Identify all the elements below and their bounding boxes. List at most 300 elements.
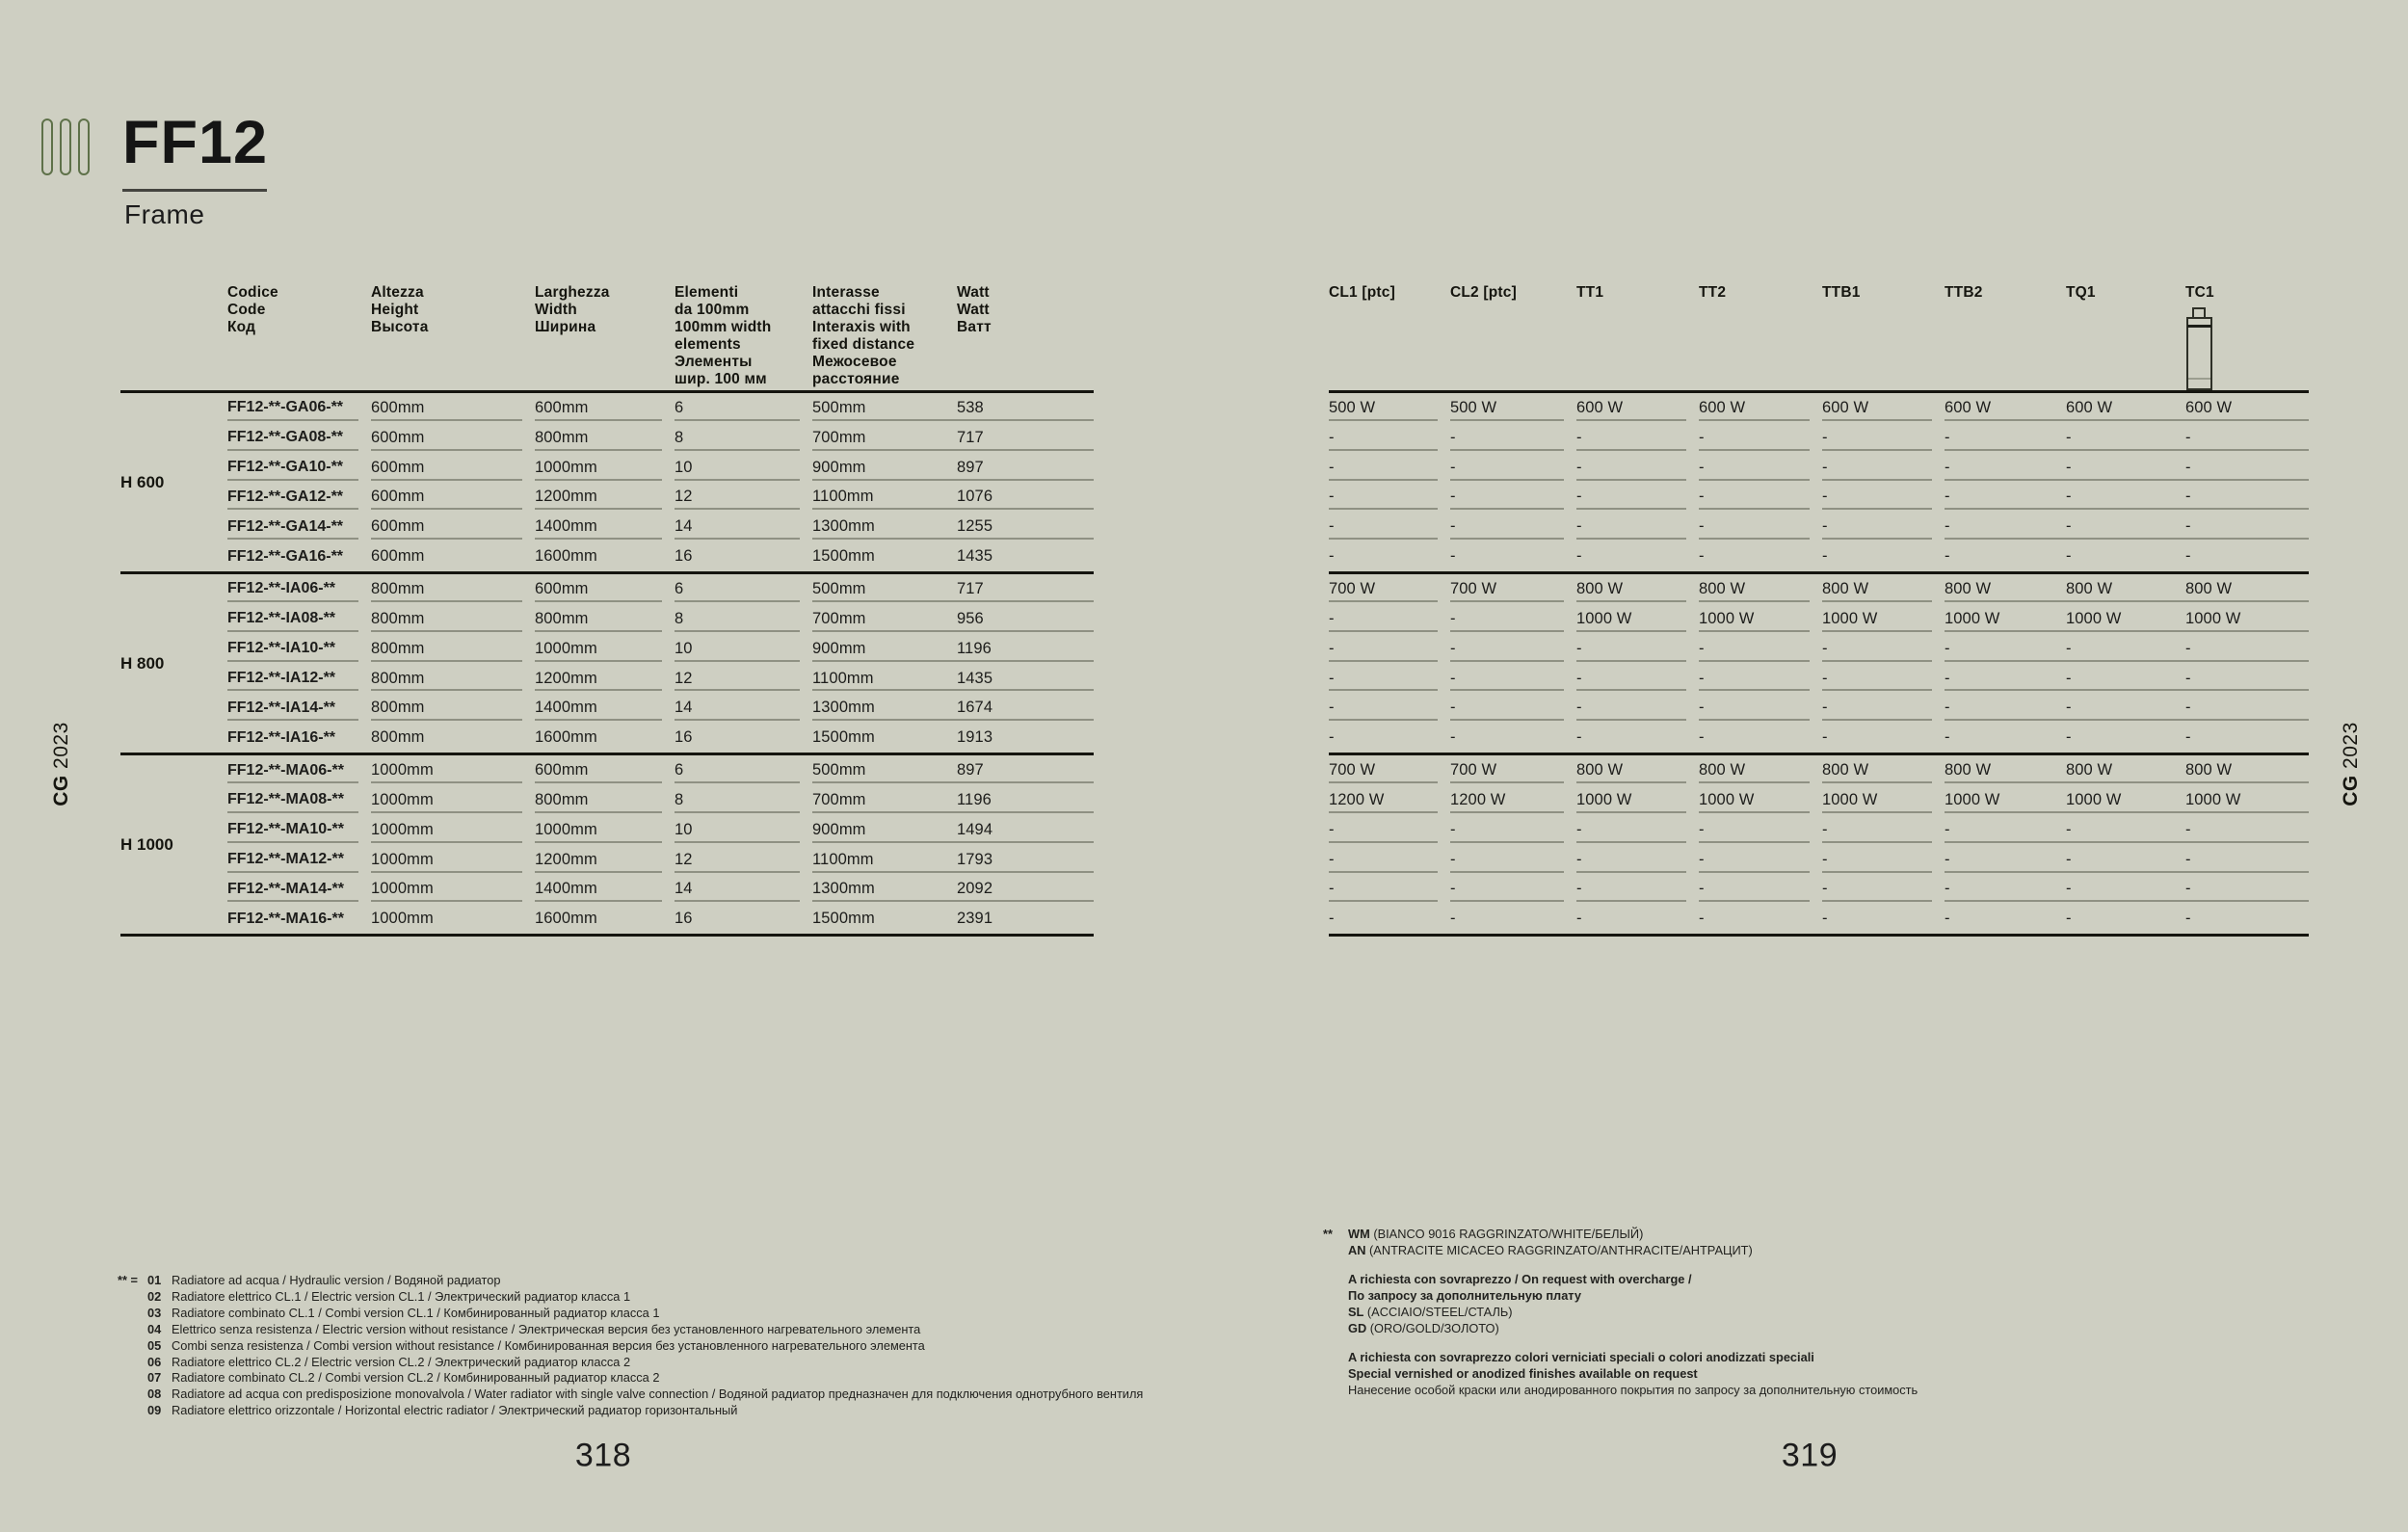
watt-value: 1076 <box>957 483 1094 513</box>
watt-cell: - <box>1576 693 1699 723</box>
watt-cell: 1000 W <box>1576 604 1699 634</box>
elements-value: 10 <box>675 815 812 845</box>
watt-cell: 1000 W <box>2066 785 2185 815</box>
footnote-text: Radiatore combinato CL.2 / Combi version CL.2 / Комбинированный радиатор класса 2 <box>172 1370 660 1386</box>
product-code: FF12-**-IA16-** <box>227 728 336 746</box>
watt-cell: - <box>1329 604 1450 634</box>
watt-cell: - <box>1822 693 1945 723</box>
interaxis-value: 500mm <box>812 574 957 604</box>
watt-cell: - <box>1699 664 1822 694</box>
footnote-text: Radiatore ad acqua / Hydraulic version / Водяной радиатор <box>172 1273 501 1287</box>
product-code: FF12-**-IA08-** <box>227 604 371 634</box>
height-value: 600mm <box>371 547 425 566</box>
footnote-item <box>118 1355 1143 1371</box>
footnote-item <box>118 1387 1143 1403</box>
product-code: FF12-**-GA14-** <box>227 512 371 541</box>
watt-row <box>1329 453 2309 483</box>
watt-cell: - <box>2185 845 2309 875</box>
color-desc: (ANTRACITE MICACEO RAGGRINZATO/ANTHRACITE/АНТРАЦИТ) <box>1369 1243 1753 1257</box>
special-text-en: Special vernished or anodized finishes available on request <box>1348 1366 1698 1381</box>
watt-cell: 500 W <box>1450 393 1576 423</box>
product-code: FF12-**-IA12-** <box>227 664 371 694</box>
watt-row <box>1329 875 2309 905</box>
watt-cell: - <box>1822 845 1945 875</box>
tc1-heating-element-icon <box>2186 317 2212 390</box>
watt-cell: - <box>2185 815 2309 845</box>
interaxis-value: 500mm <box>812 393 957 423</box>
header-watt: Watt Watt Ватт <box>957 284 992 335</box>
watt-cell: 700 W <box>1329 574 1450 604</box>
watt-cell: - <box>1945 845 2066 875</box>
watt-cell: - <box>1450 423 1576 453</box>
watt-cell: 1200 W <box>1450 785 1576 815</box>
footnote-left <box>118 1273 1143 1419</box>
watt-cell: - <box>1822 728 1828 747</box>
height-value: 800mm <box>371 604 535 634</box>
interaxis-value: 700mm <box>812 423 957 453</box>
watt-cell: - <box>1945 910 1950 928</box>
watt-cell: - <box>1450 512 1576 541</box>
footnote-text: Radiatore elettrico orizzontale / Horizontal electric radiator / Электрический радиатор горизонтальный <box>172 1403 738 1418</box>
watt-value: 1435 <box>957 547 993 566</box>
watt-cell: 800 W <box>1699 574 1822 604</box>
footnote-text: Elettrico senza resistenza / Electric version without resistance / Электрическая версия без установленного нагревательного элемента <box>172 1321 921 1336</box>
watt-cell: 1000 W <box>1576 785 1699 815</box>
spec-row <box>227 393 1094 423</box>
spec-table-header <box>227 284 1094 390</box>
watt-cell: 1000 W <box>1822 785 1945 815</box>
watt-cell: 800 W <box>1576 574 1699 604</box>
spec-row <box>227 664 1094 694</box>
elements-value: 12 <box>675 483 812 513</box>
interaxis-value: 700mm <box>812 604 957 634</box>
interaxis-value: 900mm <box>812 634 957 664</box>
watt-value: 2391 <box>957 910 993 928</box>
watt-cell: - <box>1450 845 1576 875</box>
height-group-1000 <box>120 753 1094 937</box>
width-value: 600mm <box>535 574 675 604</box>
footnote-num: 08 <box>147 1387 162 1402</box>
elements-value: 16 <box>675 547 693 566</box>
watt-cell: - <box>1822 634 1945 664</box>
spec-row <box>227 604 1094 634</box>
height-value: 1000mm <box>371 845 535 875</box>
watt-cell: - <box>1822 875 1945 905</box>
watt-cell: - <box>2185 453 2309 483</box>
edition-label-right <box>2340 722 2363 806</box>
watt-value: 717 <box>957 574 1094 604</box>
interaxis-value: 1100mm <box>812 845 957 875</box>
watt-cell: - <box>1329 423 1450 453</box>
spec-row <box>227 574 1094 604</box>
watt-cell: - <box>1699 634 1822 664</box>
watt-cell: 1000 W <box>2185 785 2309 815</box>
watt-value: 1674 <box>957 693 1094 723</box>
watt-value: 1196 <box>957 634 1094 664</box>
watt-cell: 800 W <box>1822 755 1945 785</box>
watt-group-1000 <box>1329 753 2309 937</box>
watt-cell: - <box>1945 547 1950 566</box>
watt-cell: - <box>2185 634 2309 664</box>
elements-value: 14 <box>675 693 812 723</box>
interaxis-value: 1500mm <box>812 547 875 566</box>
watt-value: 1913 <box>957 728 993 747</box>
interaxis-value: 500mm <box>812 755 957 785</box>
watt-cell: - <box>1329 728 1335 747</box>
watt-cell: 700 W <box>1329 755 1450 785</box>
footnote-num: 03 <box>147 1305 162 1320</box>
watt-cell: - <box>1450 910 1456 928</box>
watt-cell: - <box>2066 845 2185 875</box>
watt-cell: - <box>1329 453 1450 483</box>
watt-cell: 800 W <box>1945 755 2066 785</box>
color-code-line <box>1323 1304 1918 1320</box>
watt-cell: - <box>1945 423 2066 453</box>
spec-row <box>227 845 1094 875</box>
height-group-800 <box>120 571 1094 753</box>
watt-cell: 1000 W <box>1699 604 1822 634</box>
watt-row <box>1329 604 2309 634</box>
watt-cell: - <box>1576 664 1699 694</box>
product-code: FF12-**-GA10-** <box>227 453 371 483</box>
watt-cell: 800 W <box>1945 574 2066 604</box>
interaxis-value: 1100mm <box>812 483 957 513</box>
footnote-num: 01 <box>147 1273 162 1287</box>
watt-cell: - <box>1699 728 1705 747</box>
watt-row <box>1329 541 2309 571</box>
watt-row <box>1329 785 2309 815</box>
watt-cell: 600 W <box>2185 393 2309 423</box>
edition-bold: CG <box>2340 775 2362 806</box>
footnote-text: Radiatore ad acqua con predisposizione monovalvola / Water radiator with single valve connection / Водяной радиатор предназначен для подключения однотрубного вентиля <box>172 1387 1144 1402</box>
header-cl1: CL1 [ptc] <box>1329 284 1395 301</box>
watt-cell: - <box>1450 693 1576 723</box>
watt-cell: 600 W <box>1699 393 1822 423</box>
watt-cell: - <box>1699 547 1705 566</box>
footnote-item <box>118 1322 1143 1338</box>
watt-cell: - <box>1576 512 1699 541</box>
special-text-ru: Нанесение особой краски или анодированного покрытия по запросу за дополнительную стоимость <box>1348 1383 1918 1397</box>
color-desc: (ACCIAIO/STEEL/СТАЛЬ) <box>1366 1305 1513 1319</box>
watt-cell: - <box>1329 547 1335 566</box>
watt-cell: 1000 W <box>1822 604 1945 634</box>
watt-cell: - <box>1450 875 1576 905</box>
footnote-item <box>118 1403 1143 1419</box>
surcharge-text: A richiesta con sovraprezzo / On request with overcharge / <box>1348 1272 1692 1286</box>
width-value: 1200mm <box>535 483 675 513</box>
height-value: 600mm <box>371 393 535 423</box>
watt-cell: - <box>1699 453 1822 483</box>
watt-cell: - <box>2066 910 2072 928</box>
header-height: Altezza Height Высота <box>371 284 429 335</box>
watt-cell: - <box>2185 483 2309 513</box>
watt-cell: - <box>1450 604 1576 634</box>
watt-cell: - <box>1945 693 2066 723</box>
color-code: AN <box>1348 1243 1366 1257</box>
footnote-item <box>118 1306 1143 1322</box>
spec-table <box>120 284 1094 937</box>
color-desc: (BIANCO 9016 RAGGRINZATO/WHITE/БЕЛЫЙ) <box>1373 1227 1644 1241</box>
header-cl2: CL2 [ptc] <box>1450 284 1517 301</box>
watt-value: 717 <box>957 423 1094 453</box>
width-value: 800mm <box>535 423 675 453</box>
spec-row <box>227 785 1094 815</box>
product-code: FF12-**-GA08-** <box>227 423 371 453</box>
watt-cell: - <box>1329 483 1450 513</box>
watt-cell: - <box>1329 664 1450 694</box>
elements-value: 16 <box>675 728 693 747</box>
interaxis-value: 1100mm <box>812 664 957 694</box>
height-value: 800mm <box>371 728 425 747</box>
watt-cell: - <box>2185 875 2309 905</box>
height-value: 600mm <box>371 453 535 483</box>
height-value: 1000mm <box>371 875 535 905</box>
watt-cell: - <box>1699 423 1822 453</box>
watt-cell: 800 W <box>1576 755 1699 785</box>
watt-cell: - <box>1699 875 1822 905</box>
watt-cell: - <box>1822 512 1945 541</box>
elements-value: 10 <box>675 453 812 483</box>
color-code-line <box>1323 1226 1918 1242</box>
watt-cell: - <box>1945 875 2066 905</box>
product-code: FF12-**-IA14-** <box>227 693 371 723</box>
watt-cell: 600 W <box>1576 393 1699 423</box>
width-value: 600mm <box>535 393 675 423</box>
spec-row <box>227 512 1094 541</box>
edition-year: 2023 <box>50 722 72 769</box>
watt-cell: - <box>1576 483 1699 513</box>
watt-cell: - <box>1450 634 1576 664</box>
watt-cell: - <box>1329 875 1450 905</box>
watt-cell: 700 W <box>1450 755 1576 785</box>
watt-value: 538 <box>957 393 1094 423</box>
watt-cell: - <box>1450 453 1576 483</box>
title-underline <box>122 189 267 192</box>
height-value: 1000mm <box>371 785 535 815</box>
height-value: 800mm <box>371 634 535 664</box>
watt-group-800 <box>1329 571 2309 753</box>
watt-cell: - <box>1329 910 1335 928</box>
watt-row <box>1329 634 2309 664</box>
width-value: 1000mm <box>535 815 675 845</box>
watt-cell: 600 W <box>1822 393 1945 423</box>
watt-cell: - <box>1822 815 1945 845</box>
watt-value: 1494 <box>957 815 1094 845</box>
watt-cell: 800 W <box>2185 574 2309 604</box>
product-code: FF12-**-IA06-** <box>227 574 371 604</box>
spec-row <box>227 693 1094 723</box>
header-ttb1: TTB1 <box>1822 284 1861 301</box>
footnote-right <box>1323 1226 1918 1398</box>
spec-row <box>227 875 1094 905</box>
height-value: 600mm <box>371 423 535 453</box>
watt-cell: 800 W <box>1822 574 1945 604</box>
watt-value: 1255 <box>957 512 1094 541</box>
footnote-item <box>118 1370 1143 1387</box>
watt-cell: - <box>2185 693 2309 723</box>
watt-cell: - <box>1699 512 1822 541</box>
watt-cell: - <box>2185 910 2191 928</box>
width-value: 1600mm <box>535 910 597 928</box>
footnote-item <box>118 1273 1143 1289</box>
watt-cell: 500 W <box>1329 393 1450 423</box>
width-value: 1400mm <box>535 693 675 723</box>
watt-row <box>1329 693 2309 723</box>
edition-label-left <box>50 722 73 806</box>
watt-cell: - <box>1699 815 1822 845</box>
special-finish-line <box>1323 1349 1918 1365</box>
width-value: 1200mm <box>535 845 675 875</box>
spec-row <box>227 904 1094 934</box>
elements-value: 6 <box>675 393 812 423</box>
edition-year: 2023 <box>2340 722 2362 769</box>
header-ttb2: TTB2 <box>1945 284 1983 301</box>
interaxis-value: 700mm <box>812 785 957 815</box>
elements-value: 10 <box>675 634 812 664</box>
width-value: 1000mm <box>535 453 675 483</box>
watt-row <box>1329 483 2309 513</box>
watt-cell: - <box>2066 664 2185 694</box>
watt-cell: - <box>1699 845 1822 875</box>
watt-cell: - <box>1576 815 1699 845</box>
special-finish-line <box>1323 1365 1918 1382</box>
height-group-label: H 600 <box>120 472 165 491</box>
watt-value: 897 <box>957 755 1094 785</box>
height-value: 600mm <box>371 512 535 541</box>
radiator-logo-icon <box>41 119 90 175</box>
watt-cell: - <box>1450 815 1576 845</box>
watt-cell: - <box>1576 634 1699 664</box>
watt-cell: 600 W <box>1945 393 2066 423</box>
watt-cell: 800 W <box>2185 755 2309 785</box>
watt-cell: 700 W <box>1450 574 1576 604</box>
watt-options-table <box>1329 284 2309 937</box>
surcharge-line <box>1323 1287 1918 1304</box>
color-code: SL <box>1348 1305 1364 1319</box>
watt-row <box>1329 815 2309 845</box>
watt-cell: - <box>1329 815 1450 845</box>
footnote-num: 04 <box>147 1321 162 1336</box>
header-code: Codice Code Код <box>227 284 278 335</box>
header-tc1-label: TC1 <box>2185 284 2214 301</box>
footnote-text: Radiatore elettrico CL.1 / Electric version CL.1 / Электрический радиатор класса 1 <box>172 1288 631 1304</box>
width-value: 1400mm <box>535 875 675 905</box>
watt-cell: - <box>2066 423 2185 453</box>
width-value: 1600mm <box>535 728 597 747</box>
watt-row <box>1329 755 2309 785</box>
height-value: 1000mm <box>371 910 434 928</box>
footnote-item <box>118 1289 1143 1306</box>
watt-row <box>1329 664 2309 694</box>
footnote-num: 02 <box>147 1288 162 1304</box>
watt-cell: - <box>1576 875 1699 905</box>
product-code: FF12-**-MA16-** <box>227 910 344 927</box>
header-tq1: TQ1 <box>2066 284 2096 301</box>
watt-cell: - <box>1329 693 1450 723</box>
width-value: 1200mm <box>535 664 675 694</box>
footnote-item <box>118 1338 1143 1355</box>
interaxis-value: 1500mm <box>812 910 875 928</box>
page-title: FF12 <box>122 109 269 176</box>
watt-cell: - <box>2185 423 2309 453</box>
interaxis-value: 1500mm <box>812 728 875 747</box>
watt-cell: - <box>1945 483 2066 513</box>
width-value: 1600mm <box>535 547 597 566</box>
watt-cell: - <box>2066 815 2185 845</box>
color-desc: (ORO/GOLD/ЗОЛОТО) <box>1369 1321 1499 1335</box>
height-value: 1000mm <box>371 755 535 785</box>
watt-cell: - <box>1822 483 1945 513</box>
watt-cell: - <box>1699 693 1822 723</box>
watt-row <box>1329 904 2309 934</box>
watt-cell: - <box>1576 728 1582 747</box>
watt-cell: 1000 W <box>1945 604 2066 634</box>
edition-bold: CG <box>50 775 72 806</box>
product-code: FF12-**-MA06-** <box>227 755 371 785</box>
page-subtitle: Frame <box>124 199 205 229</box>
page-number-left: 318 <box>574 1437 632 1474</box>
product-code: FF12-**-MA08-** <box>227 785 371 815</box>
watt-cell: - <box>2185 512 2309 541</box>
watt-table-header <box>1329 284 2309 390</box>
header-tc1 <box>2185 284 2309 390</box>
watt-cell: - <box>1822 547 1828 566</box>
product-code: FF12-**-MA12-** <box>227 845 371 875</box>
footnote-num: 07 <box>147 1370 162 1386</box>
footnote-text: Radiatore combinato CL.1 / Combi version CL.1 / Комбинированный радиатор класса 1 <box>172 1305 660 1320</box>
watt-cell: - <box>2066 483 2185 513</box>
elements-value: 8 <box>675 423 812 453</box>
watt-value: 897 <box>957 453 1094 483</box>
elements-value: 14 <box>675 875 812 905</box>
product-code: FF12-**-GA06-** <box>227 393 371 423</box>
header-width: Larghezza Width Ширина <box>535 284 610 335</box>
footnote-prefix: ** = <box>118 1273 138 1287</box>
watt-row <box>1329 423 2309 453</box>
watt-cell: 800 W <box>2066 574 2185 604</box>
elements-value: 12 <box>675 845 812 875</box>
spec-row <box>227 453 1094 483</box>
elements-value: 6 <box>675 574 812 604</box>
interaxis-value: 900mm <box>812 453 957 483</box>
watt-cell: - <box>1576 845 1699 875</box>
watt-group-600 <box>1329 390 2309 571</box>
elements-value: 14 <box>675 512 812 541</box>
width-value: 1400mm <box>535 512 675 541</box>
spec-row <box>227 634 1094 664</box>
watt-cell: - <box>2185 547 2191 566</box>
color-code: GD <box>1348 1321 1367 1335</box>
watt-cell: - <box>2066 453 2185 483</box>
special-finish-line <box>1323 1382 1918 1398</box>
watt-cell: - <box>1450 483 1576 513</box>
watt-cell: 1200 W <box>1329 785 1450 815</box>
product-code: FF12-**-GA12-** <box>227 483 371 513</box>
interaxis-value: 1300mm <box>812 512 957 541</box>
surcharge-text-ru: По запросу за дополнительную плату <box>1348 1288 1582 1303</box>
watt-cell: - <box>1822 453 1945 483</box>
spec-row <box>227 755 1094 785</box>
watt-row <box>1329 512 2309 541</box>
footnote-num: 05 <box>147 1337 162 1353</box>
height-group-label: H 1000 <box>120 834 173 854</box>
height-value: 800mm <box>371 693 535 723</box>
product-code: FF12-**-MA10-** <box>227 815 371 845</box>
watt-cell: - <box>1699 483 1822 513</box>
header-elements: Elementi da 100mm 100mm width elements Элементы шир. 100 мм <box>675 284 772 387</box>
header-interaxis: Interasse attacchi fissi Interaxis with fixed distance Межосевое расстояние <box>812 284 915 387</box>
elements-value: 8 <box>675 604 812 634</box>
